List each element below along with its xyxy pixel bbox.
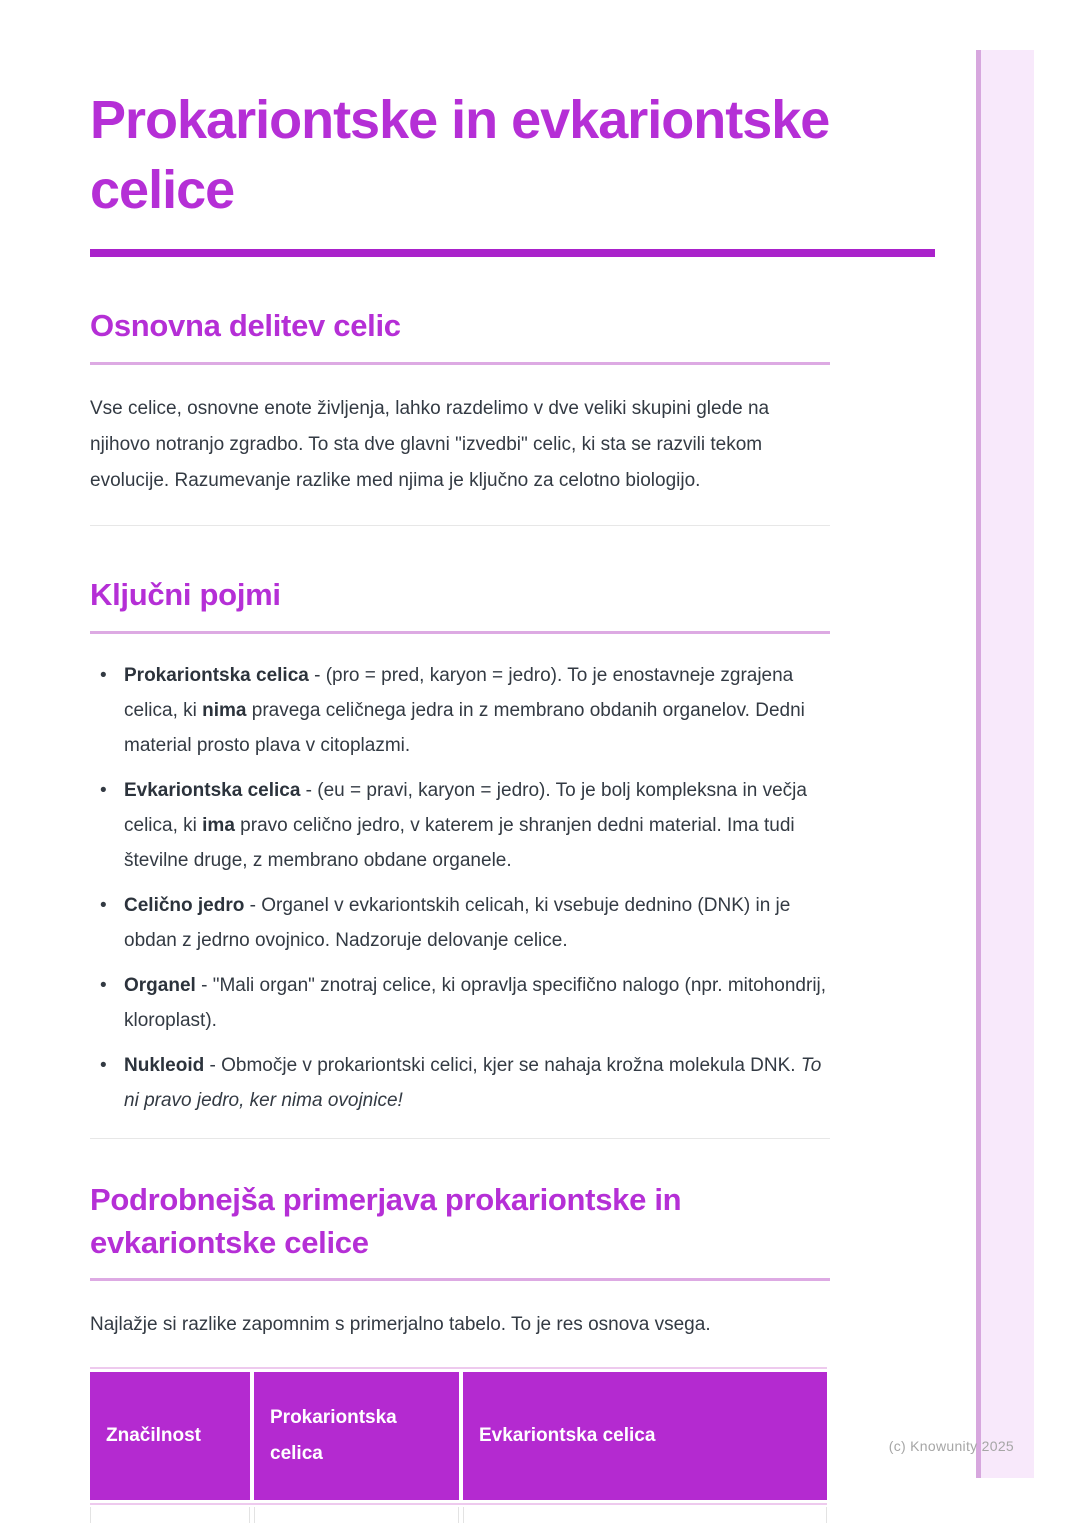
list-item-nukleoid: • Nukleoid - Območje v prokariontski celici, kjer se nahaja krožna molekula DNK. To ni pravo jedro, ker nima ovojnice! xyxy=(90,1048,830,1118)
table-cell xyxy=(463,1507,827,1523)
title-rule xyxy=(90,249,935,257)
heading-underline xyxy=(90,362,830,365)
comparison-paragraph: Najlažje si razlike zapomnim s primerjalno tabelo. To je res osnova vsega. xyxy=(90,1314,711,1336)
page-title: Prokariontske in evkariontske celice xyxy=(90,90,830,220)
watermark: (c) Knowunity 2025 xyxy=(888,1438,1014,1454)
table-row xyxy=(90,1507,827,1523)
section-divider xyxy=(90,1138,830,1139)
header-cell-prokariontska-celica: Prokariontska celica xyxy=(254,1372,459,1500)
header-cell-evkariontska-celica: Evkariontska celica xyxy=(463,1372,827,1500)
list-item-prokariontska-celica: • Prokariontska celica - (pro = pred, karyon = jedro). To je enostavneje zgrajena celica, ki nima pravega celičnega jedra in z membrano obdanih organelov. Dedni material prosto plava v citoplazmi. xyxy=(90,658,830,763)
table-header-row xyxy=(90,1372,827,1500)
section-heading-basic-division: Osnovna delitev celic xyxy=(90,308,401,344)
list-item-celicno-jedro: • Celično jedro - Organel v evkariontskih celicah, ki vsebuje dednino (DNK) in je obdan z jedrno ovojnico. Nadzoruje delovanje celice. xyxy=(90,888,830,958)
basic-division-paragraph: Vse celice, osnovne enote življenja, lahko razdelimo v dve veliki skupini glede na njihovo notranjo zgradbo. To sta dve glavni "izvedbi" celic, ki sta se razvili tekom evolucije. Razumevanje razlike med njima je ključno za celotno biologijo. xyxy=(90,398,770,492)
header-cell-znacilnost: Značilnost xyxy=(90,1372,250,1500)
key-terms-list xyxy=(90,658,830,1118)
section-key-terms xyxy=(90,574,830,1118)
table-header-separator xyxy=(90,1503,827,1505)
section-basic-division xyxy=(90,305,830,499)
heading-underline xyxy=(90,1278,830,1281)
section-heading-comparison: Podrobnejša primerjava prokariontske in evkariontske celice xyxy=(90,1181,682,1260)
document-page xyxy=(90,0,830,1523)
section-divider xyxy=(90,525,830,526)
table-cell xyxy=(254,1507,459,1523)
section-comparison xyxy=(90,1179,830,1524)
list-item-organel: • Organel - "Mali organ" znotraj celice, ki opravlja specifično nalogo (npr. mitohondrij, kloroplast). xyxy=(90,968,830,1038)
table-cell xyxy=(90,1507,250,1523)
comparison-table xyxy=(90,1367,827,1523)
section-heading-key-terms: Ključni pojmi xyxy=(90,577,281,613)
list-item-evkariontska-celica: • Evkariontska celica - (eu = pravi, karyon = jedro). To je bolj kompleksna in večja celica, ki ima pravo celično jedro, v katerem je shranjen dedni material. Ima tudi številne druge, z membrano obdane organele. xyxy=(90,773,830,878)
side-stripe xyxy=(976,50,1034,1478)
heading-underline xyxy=(90,631,830,634)
